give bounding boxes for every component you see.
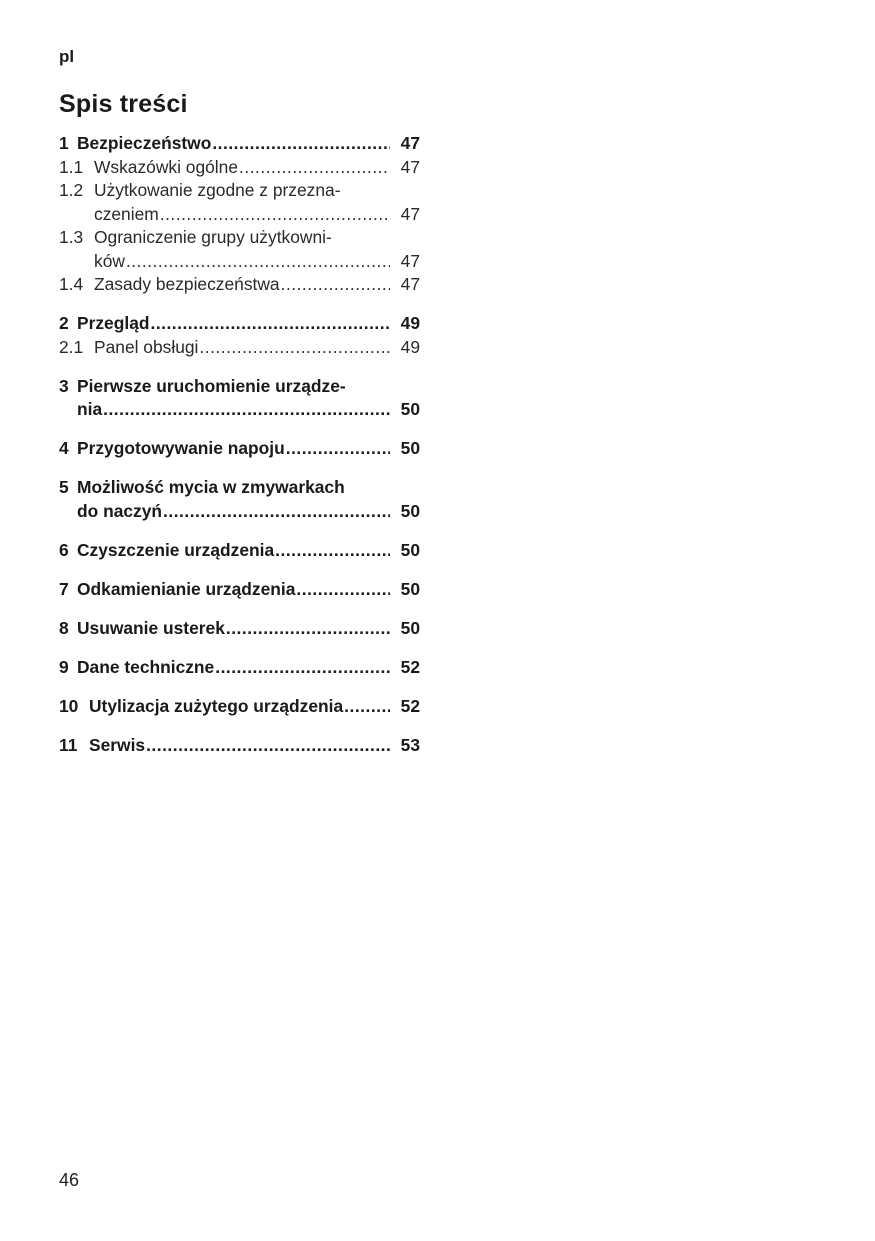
toc-entry-1-2[interactable] bbox=[59, 179, 420, 203]
toc-number: 1.2 bbox=[59, 180, 84, 200]
toc-leader bbox=[275, 539, 390, 563]
toc-label: do naczyń bbox=[77, 500, 163, 521]
toc-number: 2.1 bbox=[59, 336, 84, 357]
toc-label: Dane techniczne bbox=[77, 656, 215, 677]
toc-number: 8 bbox=[59, 617, 69, 638]
toc-page: 47 bbox=[400, 156, 420, 177]
spacer bbox=[59, 359, 420, 375]
toc-entry-7[interactable] bbox=[59, 578, 420, 602]
toc-leader bbox=[226, 617, 390, 641]
toc-leader bbox=[286, 437, 390, 461]
toc-page: 52 bbox=[400, 656, 420, 677]
language-code: pl bbox=[59, 47, 75, 66]
toc-entry-6[interactable] bbox=[59, 539, 420, 563]
toc-label: Użytkowanie zgodne z przezna- bbox=[94, 180, 341, 200]
toc-number: 6 bbox=[59, 539, 69, 560]
toc-entry-5-cont[interactable] bbox=[59, 500, 420, 524]
toc-entry-1[interactable] bbox=[59, 132, 420, 156]
toc-number: 1.4 bbox=[59, 274, 84, 294]
spacer bbox=[59, 640, 420, 656]
toc-label: Ograniczenie grupy użytkowni- bbox=[94, 227, 332, 247]
spacer bbox=[59, 461, 420, 477]
toc-label: Czyszczenie urządzenia bbox=[77, 539, 275, 560]
toc-label: Możliwość mycia w zmywarkach bbox=[77, 477, 345, 497]
toc-page: 50 bbox=[400, 438, 420, 458]
toc-entry-4[interactable] bbox=[59, 437, 420, 461]
toc-label: Pierwsze uruchomienie urządze- bbox=[77, 375, 346, 396]
toc-number: 5 bbox=[59, 477, 69, 497]
toc-entry-1-2-cont[interactable] bbox=[59, 203, 420, 227]
toc-label: czeniem bbox=[94, 203, 159, 224]
toc-page: 50 bbox=[400, 578, 420, 599]
toc-page: 50 bbox=[400, 617, 420, 638]
toc-page: 52 bbox=[400, 695, 420, 716]
toc-entry-11[interactable] bbox=[59, 734, 420, 758]
toc-page: 50 bbox=[400, 399, 420, 419]
toc-entry-8[interactable] bbox=[59, 617, 420, 641]
toc-leader bbox=[199, 336, 390, 360]
toc-label: Przygotowywanie napoju bbox=[77, 438, 285, 458]
toc-entry-1-3[interactable] bbox=[59, 226, 420, 250]
toc-number: 4 bbox=[59, 438, 69, 458]
table-of-contents bbox=[59, 132, 420, 757]
toc-entry-1-3-cont[interactable] bbox=[59, 250, 420, 274]
toc-leader bbox=[344, 695, 390, 719]
toc-label: nia bbox=[77, 399, 103, 419]
toc-label: Odkamienianie urządzenia bbox=[77, 578, 296, 599]
toc-number: 11 bbox=[59, 734, 78, 755]
toc-entry-2-1[interactable] bbox=[59, 336, 420, 360]
toc-entry-9[interactable] bbox=[59, 656, 420, 680]
toc-number: 3 bbox=[59, 375, 69, 396]
toc-leader bbox=[160, 203, 390, 227]
spacer bbox=[59, 422, 420, 438]
toc-entry-1-1[interactable] bbox=[59, 156, 420, 180]
toc-entry-10[interactable] bbox=[59, 695, 420, 719]
toc-entry-2[interactable] bbox=[59, 312, 420, 336]
toc-page: 47 bbox=[400, 133, 420, 153]
toc-page: 49 bbox=[400, 336, 420, 357]
toc-entry-3-cont[interactable] bbox=[59, 398, 420, 422]
toc-page: 49 bbox=[400, 313, 420, 333]
toc-leader bbox=[150, 312, 390, 336]
toc-label: Panel obsługi bbox=[94, 336, 199, 357]
toc-number: 1.1 bbox=[59, 156, 84, 177]
toc-label: Bezpieczeństwo bbox=[77, 133, 212, 153]
spacer bbox=[59, 562, 420, 578]
toc-label: Serwis bbox=[89, 734, 146, 755]
toc-number: 9 bbox=[59, 656, 69, 677]
toc-entry-5[interactable] bbox=[59, 476, 420, 500]
toc-number: 2 bbox=[59, 313, 69, 333]
toc-leader bbox=[103, 398, 390, 422]
toc-page: 50 bbox=[400, 539, 420, 560]
toc-number: 10 bbox=[59, 695, 79, 716]
toc-page: 47 bbox=[400, 250, 420, 271]
page-number: 46 bbox=[59, 1170, 80, 1190]
toc-label: Utylizacja zużytego urządzenia bbox=[89, 695, 344, 716]
toc-entry-1-4[interactable] bbox=[59, 273, 420, 297]
toc-leader bbox=[126, 250, 390, 274]
toc-number: 1.3 bbox=[59, 227, 84, 247]
spacer bbox=[59, 679, 420, 695]
spacer bbox=[59, 297, 420, 313]
toc-label: Usuwanie usterek bbox=[77, 617, 225, 638]
toc-leader bbox=[163, 500, 390, 524]
toc-page: 53 bbox=[400, 734, 420, 755]
toc-leader bbox=[281, 273, 390, 297]
toc-label: Wskazówki ogólne bbox=[94, 156, 239, 177]
toc-number: 7 bbox=[59, 578, 69, 599]
toc-page: 47 bbox=[400, 274, 420, 294]
toc-label: Przegląd bbox=[77, 313, 150, 333]
toc-label: Zasady bezpieczeństwa bbox=[94, 274, 280, 294]
toc-leader bbox=[296, 578, 390, 602]
toc-leader bbox=[215, 656, 390, 680]
spacer bbox=[59, 718, 420, 734]
toc-page: 50 bbox=[400, 500, 420, 521]
toc-leader bbox=[239, 156, 390, 180]
toc-label: ków bbox=[94, 250, 125, 271]
toc-page: 47 bbox=[400, 203, 420, 224]
spacer bbox=[59, 601, 420, 617]
toc-leader bbox=[212, 132, 390, 156]
spacer bbox=[59, 523, 420, 539]
toc-leader bbox=[146, 734, 390, 758]
toc-number: 1 bbox=[59, 133, 69, 153]
page-title: Spis treści bbox=[59, 90, 188, 118]
toc-entry-3[interactable] bbox=[59, 375, 420, 399]
